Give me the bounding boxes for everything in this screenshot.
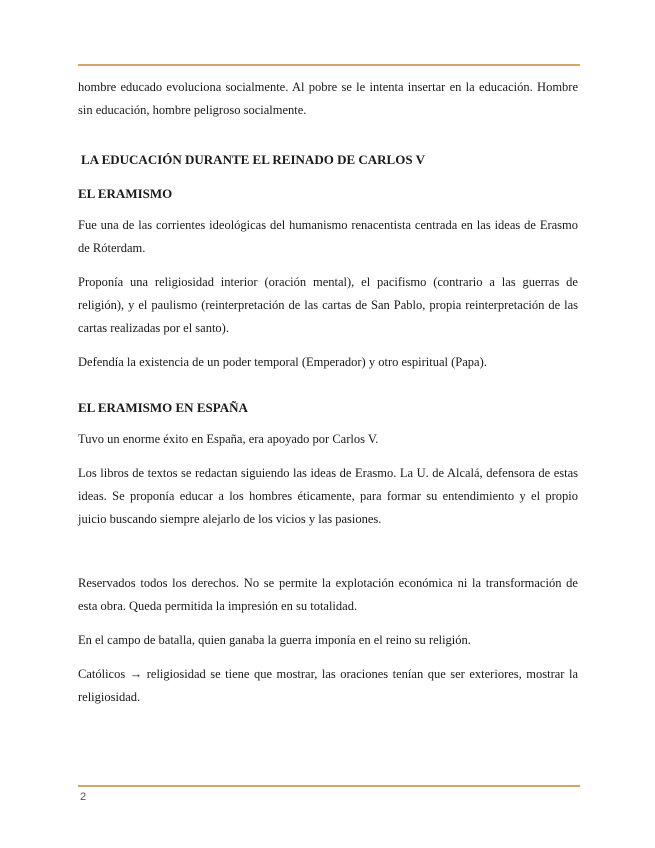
- paragraph: Tuvo un enorme éxito en España, era apoyado por Carlos V.: [78, 432, 379, 446]
- header-rule: [78, 64, 580, 66]
- paragraph: Católicos → religiosidad se tiene que mostrar, las oraciones tenían que ser exteriores, mostrar la religiosidad.: [78, 667, 578, 704]
- intro-paragraph: hombre educado evoluciona socialmente. Al pobre se le intenta insertar en la educación. Hombre sin educación, hombre peligroso socialmente.: [78, 80, 578, 117]
- section-heading-eramismo: EL ERAMISMO: [78, 186, 173, 201]
- footer-rule: [78, 785, 580, 787]
- rights-notice: Reservados todos los derechos. No se permite la explotación económica ni la transformación de esta obra. Queda permitida la impresión en su totalidad.: [78, 576, 578, 613]
- main-heading: LA EDUCACIÓN DURANTE EL REINADO DE CARLOS V: [81, 152, 425, 167]
- section-heading-eramismo-espana: EL ERAMISMO EN ESPAÑA: [78, 400, 248, 415]
- page-number: 2: [80, 791, 87, 803]
- spacer: [78, 542, 578, 572]
- document-body: [78, 76, 578, 720]
- paragraph: Los libros de textos se redactan siguiendo las ideas de Erasmo. La U. de Alcalá, defensora de estas ideas. Se proponía educar a los hombres éticamente, para formar su entendimiento y el propio juicio buscando siempre alejarlo de los vicios y las pasiones.: [78, 466, 578, 526]
- paragraph: Proponía una religiosidad interior (oración mental), el pacifismo (contrario a las guerras de religión), y el paulismo (reinterpretación de las cartas de San Pablo, propia reinterpretación de las cartas realizadas por el santo).: [78, 275, 578, 335]
- paragraph: Fue una de las corrientes ideológicas del humanismo renacentista centrada en las ideas de Erasmo de Róterdam.: [78, 218, 578, 255]
- paragraph: Defendía la existencia de un poder temporal (Emperador) y otro espiritual (Papa).: [78, 355, 487, 369]
- paragraph: En el campo de batalla, quien ganaba la guerra imponía en el reino su religión.: [78, 633, 471, 647]
